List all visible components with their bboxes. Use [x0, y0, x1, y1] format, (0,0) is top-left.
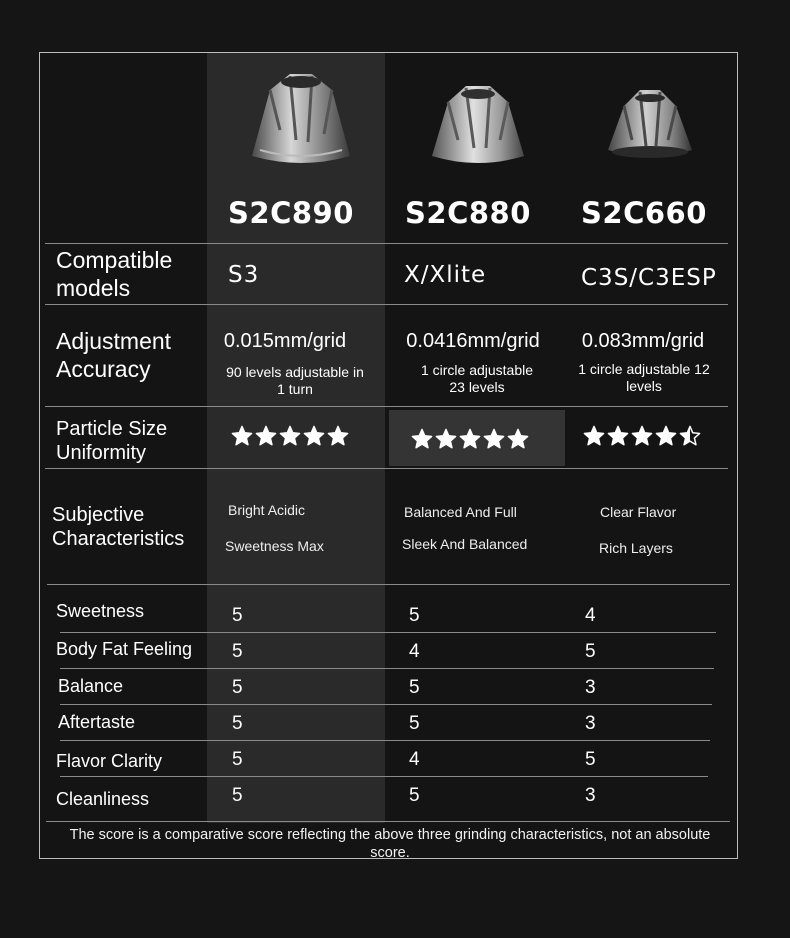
- compatible-label-line2: models: [56, 275, 131, 301]
- star-full-icon: [231, 425, 253, 447]
- score-cell: 5: [232, 785, 243, 806]
- star-full-icon: [279, 425, 301, 447]
- score-cell: 5: [409, 785, 420, 806]
- model-name-3: S2C660: [581, 196, 707, 230]
- divider: [46, 821, 730, 822]
- star-full-icon: [435, 428, 457, 450]
- star-full-icon: [411, 428, 433, 450]
- characteristic-2b: Sleek And Balanced: [402, 536, 528, 552]
- subjective-label: [52, 503, 184, 551]
- burr-image-s2c660: [606, 84, 694, 162]
- score-label-sweetness: Sweetness: [56, 601, 145, 621]
- compatible-value-1: S3: [228, 262, 260, 288]
- star-full-icon: [631, 425, 653, 447]
- score-label-balance: Balance: [58, 676, 124, 696]
- model-name-2: S2C880: [405, 196, 531, 230]
- score-cell: 5: [409, 713, 420, 734]
- divider: [60, 740, 710, 741]
- score-cell: 5: [232, 605, 243, 626]
- score-cell: 5: [409, 677, 420, 698]
- accuracy-value-1: 0.015mm/grid: [223, 330, 347, 352]
- uniformity-label-line1: Particle Size: [56, 418, 168, 440]
- divider: [60, 632, 716, 633]
- star-full-icon: [255, 425, 277, 447]
- score-cell: 4: [409, 749, 420, 770]
- score-label-body: Body Fat Feeling: [56, 639, 193, 659]
- characteristic-1a: Bright Acidic: [228, 502, 306, 518]
- accuracy-sub-3: [558, 361, 730, 395]
- score-cell: 5: [232, 749, 243, 770]
- accuracy-value-3: 0.083mm/grid: [581, 330, 705, 352]
- accuracy-sub-1: [205, 364, 385, 398]
- accuracy-sub-3-line2: levels: [626, 378, 662, 394]
- burr-image-s2c880: [430, 78, 526, 166]
- divider: [47, 584, 730, 585]
- compatible-value-3: C3S/C3ESP: [581, 265, 717, 291]
- model-name-1: S2C890: [228, 196, 354, 230]
- accuracy-label-line1: Adjustment: [56, 328, 172, 354]
- footnote: The score is a comparative score reflecting the above three grinding characteristics, not an absolute score.: [69, 827, 711, 861]
- score-label-flavor-clarity: Flavor Clarity: [56, 751, 163, 771]
- divider: [60, 704, 712, 705]
- star-half-icon: [679, 425, 701, 447]
- subjective-label-line2: Characteristics: [52, 528, 185, 550]
- divider: [45, 406, 728, 407]
- score-cell: 5: [232, 713, 243, 734]
- divider: [45, 243, 728, 244]
- star-full-icon: [655, 425, 677, 447]
- accuracy-sub-2-line2: 23 levels: [449, 379, 505, 395]
- star-rating-1: [231, 425, 349, 451]
- divider: [60, 776, 708, 777]
- accuracy-label-line2: Accuracy: [56, 356, 151, 382]
- star-full-icon: [607, 425, 629, 447]
- score-label-cleanliness: Cleanliness: [56, 789, 150, 809]
- score-cell: 3: [585, 785, 596, 806]
- score-cell: 5: [232, 677, 243, 698]
- divider: [45, 468, 728, 469]
- accuracy-sub-2: [388, 362, 566, 396]
- characteristic-3a: Clear Flavor: [600, 504, 677, 520]
- star-full-icon: [459, 428, 481, 450]
- star-full-icon: [483, 428, 505, 450]
- divider: [60, 668, 714, 669]
- accuracy-sub-1-line2: 1 turn: [277, 381, 313, 397]
- accuracy-sub-1-line1: 90 levels adjustable in: [226, 364, 364, 380]
- accuracy-value-2: 0.0416mm/grid: [406, 330, 540, 352]
- accuracy-sub-2-line1: 1 circle adjustable: [420, 362, 534, 378]
- uniformity-label: [56, 417, 167, 465]
- compatible-value-2: X/Xlite: [404, 262, 487, 288]
- compatible-label: [56, 246, 172, 302]
- star-full-icon: [327, 425, 349, 447]
- accuracy-sub-3-line1: 1 circle adjustable 12: [578, 361, 710, 377]
- star-full-icon: [303, 425, 325, 447]
- score-cell: 4: [585, 605, 596, 626]
- star-rating-3: [583, 425, 701, 451]
- score-cell: 3: [585, 677, 596, 698]
- characteristic-1b: Sweetness Max: [225, 538, 324, 554]
- compatible-label-line1: Compatible: [56, 247, 173, 273]
- star-rating-2: [411, 428, 529, 454]
- characteristic-3b: Rich Layers: [599, 540, 673, 556]
- characteristic-2a: Balanced And Full: [404, 504, 517, 520]
- score-cell: 5: [409, 605, 420, 626]
- burr-image-s2c890: [250, 70, 352, 165]
- score-cell: 3: [585, 713, 596, 734]
- divider: [45, 304, 728, 305]
- score-cell: 5: [232, 641, 243, 662]
- score-label-aftertaste: Aftertaste: [58, 712, 136, 732]
- score-cell: 5: [585, 749, 596, 770]
- star-full-icon: [507, 428, 529, 450]
- score-cell: 5: [585, 641, 596, 662]
- star-full-icon: [583, 425, 605, 447]
- subjective-label-line1: Subjective: [52, 504, 145, 526]
- score-cell: 4: [409, 641, 420, 662]
- accuracy-label: [56, 327, 171, 383]
- uniformity-label-line2: Uniformity: [56, 442, 147, 464]
